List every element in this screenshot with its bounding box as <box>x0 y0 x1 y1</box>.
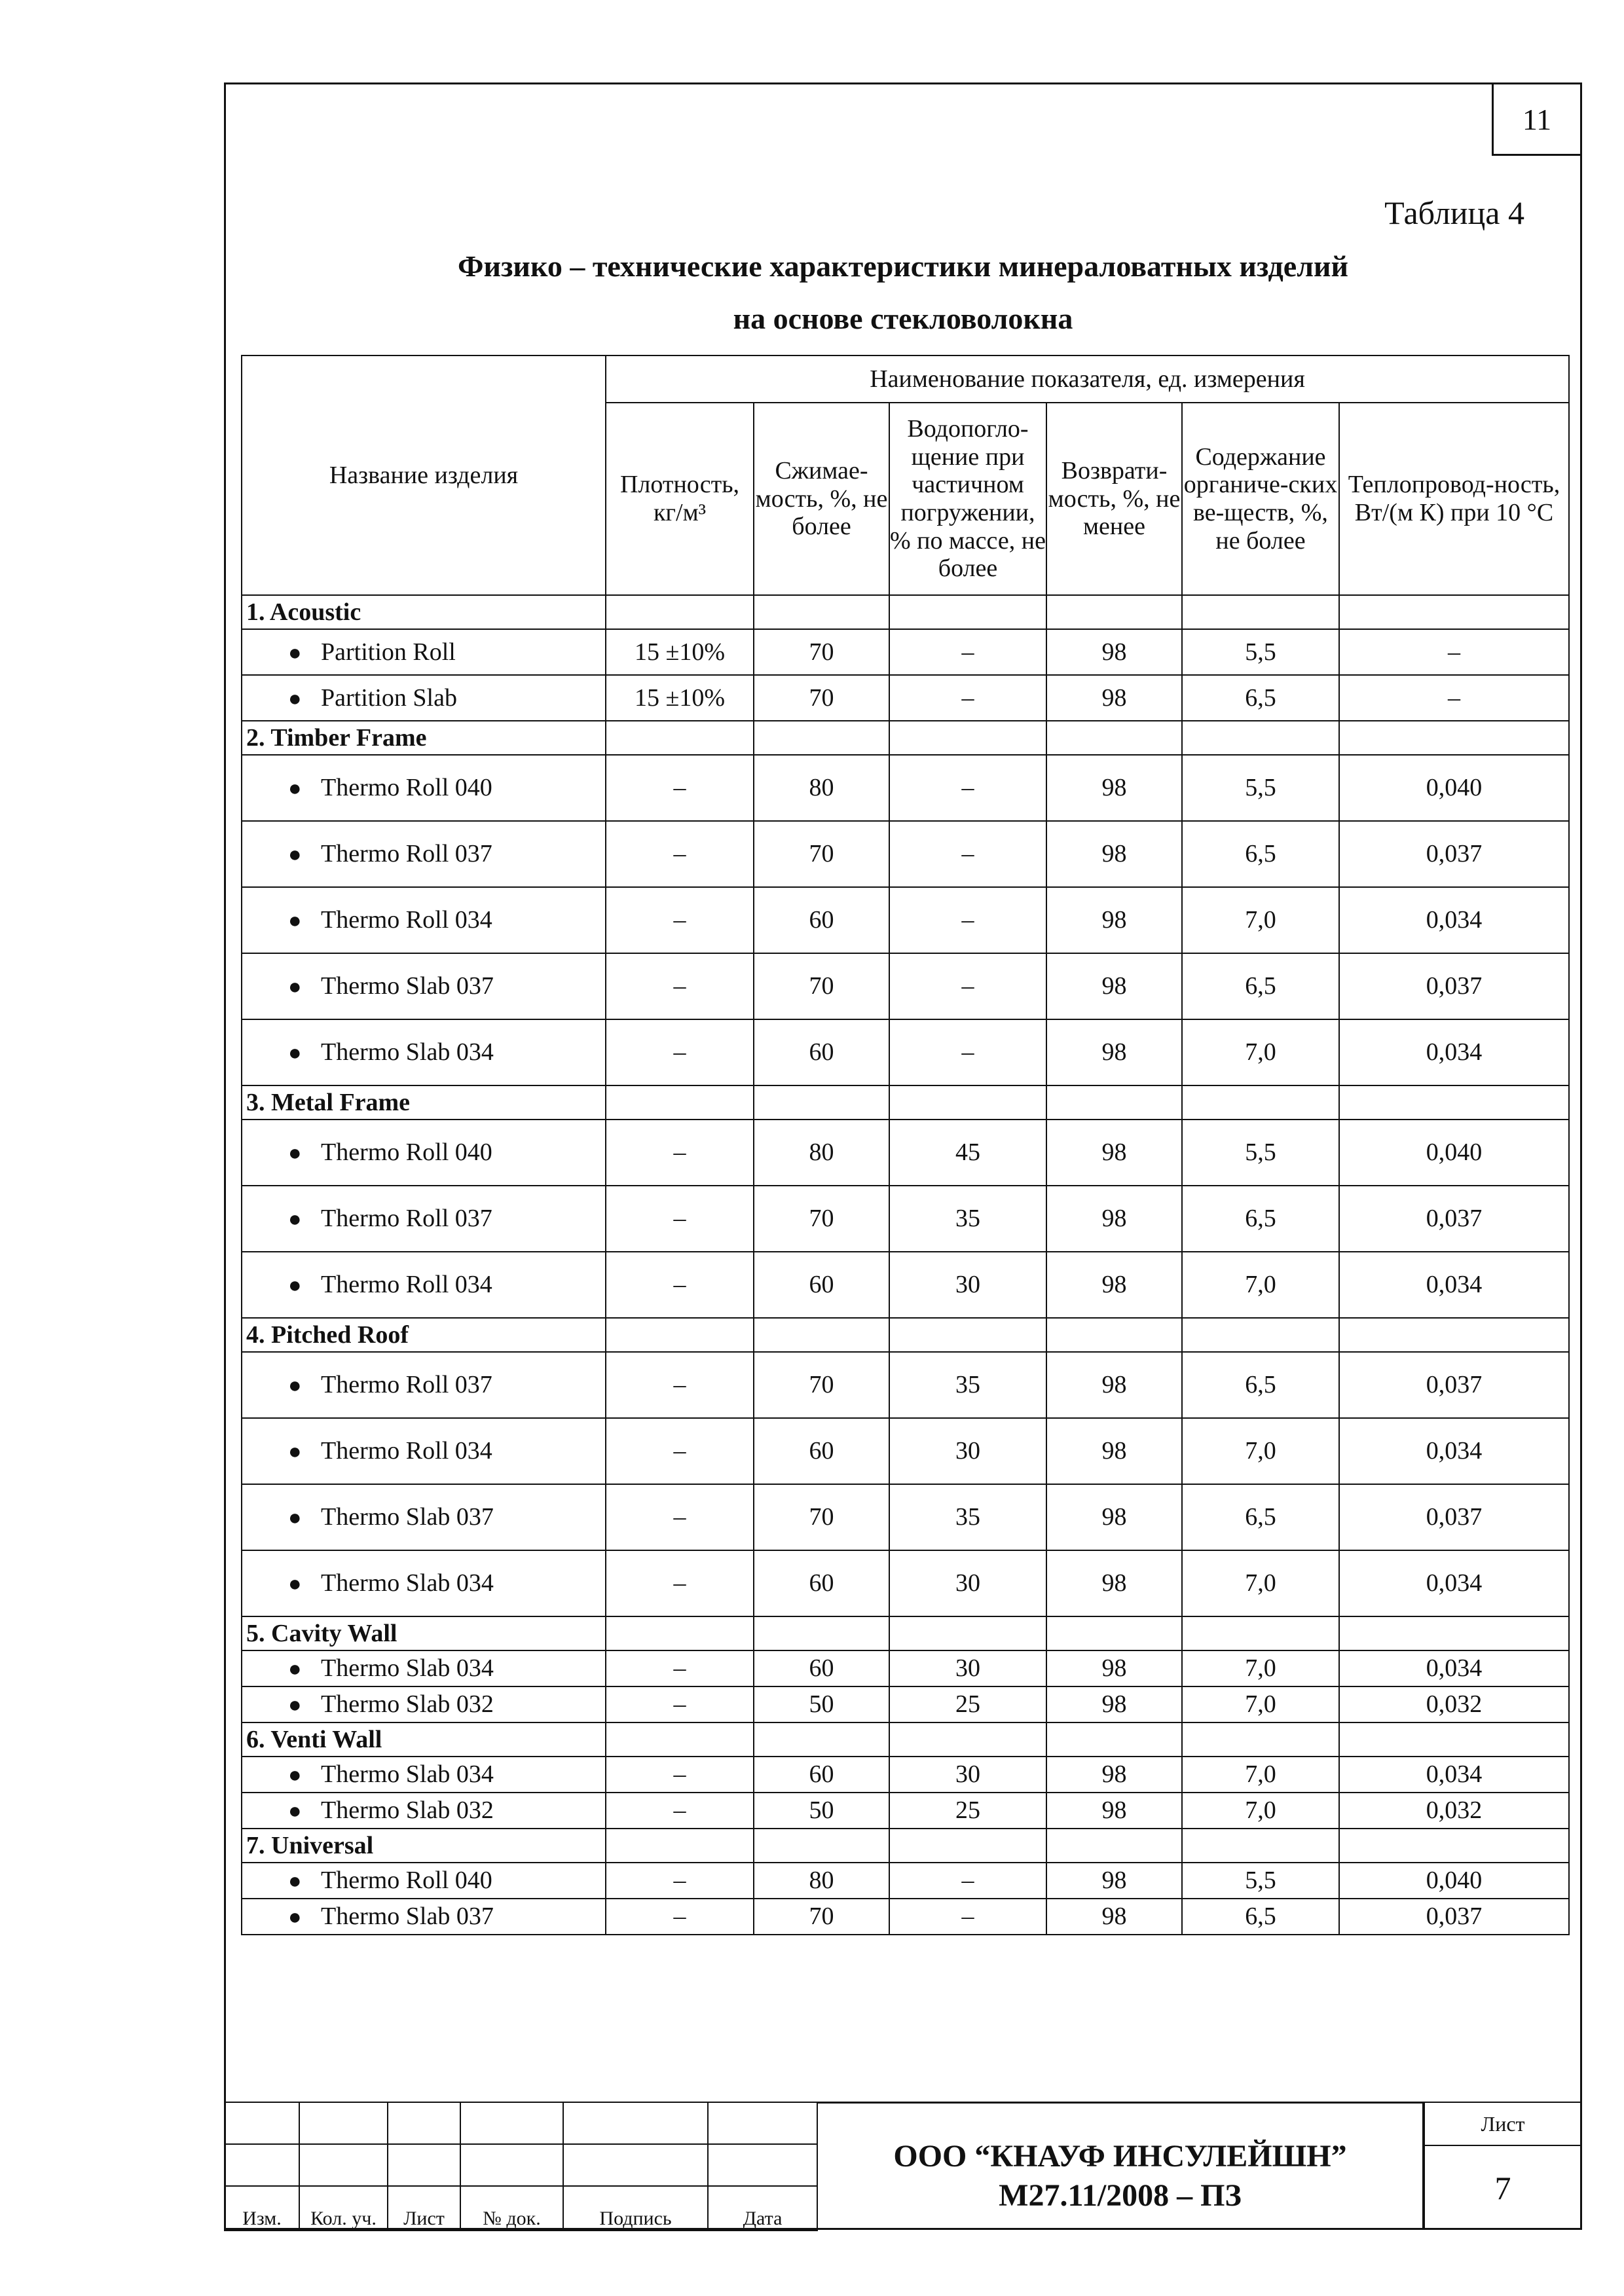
organic-content-cell: 7,0 <box>1182 1019 1339 1085</box>
bullet-icon: ● <box>288 686 302 711</box>
conductivity-cell: 0,034 <box>1339 1757 1569 1793</box>
empty-cell <box>1339 721 1569 755</box>
recovery-cell: 98 <box>1046 1352 1182 1418</box>
empty-cell <box>1046 1616 1182 1650</box>
table-row <box>242 1650 1569 1686</box>
product-name-cell <box>242 1186 606 1252</box>
empty-cell <box>1339 1318 1569 1352</box>
empty-cell <box>1339 1085 1569 1120</box>
empty-cell <box>754 1318 889 1352</box>
product-name-cell <box>242 1019 606 1085</box>
empty-cell <box>889 1616 1046 1650</box>
recovery-cell: 98 <box>1046 629 1182 675</box>
compressibility-cell: 70 <box>754 675 889 721</box>
product-name: Thermo Roll 034 <box>321 906 492 934</box>
header-product-name: Название изделия <box>242 355 606 595</box>
bullet-icon: ● <box>288 1763 302 1788</box>
bullet-icon: ● <box>288 1440 302 1465</box>
conductivity-cell: 0,032 <box>1339 1793 1569 1829</box>
conductivity-cell: 0,037 <box>1339 821 1569 887</box>
product-name-cell <box>242 629 606 675</box>
conductivity-cell: 0,037 <box>1339 1352 1569 1418</box>
stamp-column-label: Подпись <box>563 2186 708 2231</box>
recovery-cell: 98 <box>1046 1550 1182 1616</box>
empty-cell <box>606 1318 754 1352</box>
water-absorption-cell: 30 <box>889 1550 1046 1616</box>
empty-cell <box>1339 1616 1569 1650</box>
product-name-cell <box>242 1686 606 1722</box>
bullet-icon: ● <box>288 1374 302 1398</box>
conductivity-cell: 0,034 <box>1339 1418 1569 1484</box>
stamp-column-label: № док. <box>460 2186 563 2231</box>
density-cell: – <box>606 953 754 1019</box>
product-name: Thermo Slab 034 <box>321 1760 494 1789</box>
category-row <box>242 1722 1569 1757</box>
recovery-cell: 98 <box>1046 1186 1182 1252</box>
empty-cell <box>754 1616 889 1650</box>
product-name: Thermo Roll 037 <box>321 840 492 868</box>
product-name-cell <box>242 1899 606 1935</box>
bullet-icon: ● <box>288 1905 302 1930</box>
density-cell: – <box>606 1186 754 1252</box>
empty-cell <box>889 721 1046 755</box>
empty-cell <box>606 1616 754 1650</box>
product-name-cell <box>242 821 606 887</box>
water-absorption-cell: 30 <box>889 1418 1046 1484</box>
organic-content-cell: 5,5 <box>1182 755 1339 821</box>
bullet-icon: ● <box>288 1506 302 1531</box>
product-name-cell <box>242 755 606 821</box>
category-row <box>242 721 1569 755</box>
conductivity-cell: 0,040 <box>1339 755 1569 821</box>
density-cell: – <box>606 755 754 821</box>
density-cell: – <box>606 1550 754 1616</box>
product-name: Thermo Roll 040 <box>321 1867 492 1895</box>
category-name: 5. Cavity Wall <box>242 1616 606 1650</box>
category-name: 4. Pitched Roof <box>242 1318 606 1352</box>
recovery-cell: 98 <box>1046 953 1182 1019</box>
product-name-cell <box>242 1757 606 1793</box>
product-name-cell <box>242 675 606 721</box>
recovery-cell: 98 <box>1046 675 1182 721</box>
bullet-icon: ● <box>288 843 302 867</box>
header-compressibility: Сжимае-мость, %, не более <box>754 403 889 595</box>
water-absorption-cell: – <box>889 1899 1046 1935</box>
empty-cell <box>754 721 889 755</box>
product-name: Thermo Roll 037 <box>321 1205 492 1233</box>
water-absorption-cell: 25 <box>889 1686 1046 1722</box>
recovery-cell: 98 <box>1046 1899 1182 1935</box>
density-cell: – <box>606 1686 754 1722</box>
water-absorption-cell: 35 <box>889 1186 1046 1252</box>
compressibility-cell: 70 <box>754 821 889 887</box>
compressibility-cell: 70 <box>754 1899 889 1935</box>
header-water-absorption: Водопогло-щение при частичном погружении, % по массе, не более <box>889 403 1046 595</box>
bullet-icon: ● <box>288 1273 302 1298</box>
empty-cell <box>1182 1722 1339 1757</box>
table-row <box>242 1550 1569 1616</box>
empty-cell <box>889 1829 1046 1863</box>
recovery-cell: 98 <box>1046 1484 1182 1550</box>
revision-grid <box>224 2102 818 2231</box>
table-label: Таблица 4 <box>1384 194 1524 231</box>
bullet-icon: ● <box>288 1693 302 1718</box>
product-name: Partition Roll <box>321 638 456 666</box>
category-row <box>242 595 1569 629</box>
conductivity-cell: 0,034 <box>1339 1019 1569 1085</box>
bullet-icon: ● <box>288 1657 302 1682</box>
stamp-column-label: Изм. <box>225 2186 299 2231</box>
water-absorption-cell: – <box>889 755 1046 821</box>
category-row <box>242 1829 1569 1863</box>
product-name-cell <box>242 1252 606 1318</box>
compressibility-cell: 50 <box>754 1686 889 1722</box>
bullet-icon: ● <box>288 975 302 1000</box>
header-organic-content: Содержание органиче-ских ве-ществ, %, не более <box>1182 403 1339 595</box>
water-absorption-cell: – <box>889 953 1046 1019</box>
bullet-icon: ● <box>288 1869 302 1894</box>
density-cell: – <box>606 1418 754 1484</box>
compressibility-cell: 70 <box>754 1352 889 1418</box>
bullet-icon: ● <box>288 1799 302 1824</box>
document-code: М27.11/2008 – ПЗ <box>999 2178 1242 2213</box>
category-name: 3. Metal Frame <box>242 1085 606 1120</box>
water-absorption-cell: – <box>889 629 1046 675</box>
product-name: Partition Slab <box>321 683 457 712</box>
recovery-cell: 98 <box>1046 887 1182 953</box>
recovery-cell: 98 <box>1046 1686 1182 1722</box>
compressibility-cell: 70 <box>754 1186 889 1252</box>
product-name: Thermo Roll 034 <box>321 1437 492 1465</box>
product-name: Thermo Roll 034 <box>321 1271 492 1299</box>
empty-cell <box>606 1085 754 1120</box>
conductivity-cell: 0,037 <box>1339 1484 1569 1550</box>
stamp-column-label: Дата <box>708 2186 817 2231</box>
sheet-number: 7 <box>1494 2170 1511 2206</box>
organic-content-cell: 6,5 <box>1182 1352 1339 1418</box>
table-row <box>242 1899 1569 1935</box>
category-name: 7. Universal <box>242 1829 606 1863</box>
recovery-cell: 98 <box>1046 755 1182 821</box>
product-name-cell <box>242 1650 606 1686</box>
density-cell: – <box>606 821 754 887</box>
water-absorption-cell: 25 <box>889 1793 1046 1829</box>
table-row <box>242 1686 1569 1722</box>
empty-cell <box>754 595 889 629</box>
recovery-cell: 98 <box>1046 1793 1182 1829</box>
bullet-icon: ● <box>288 1041 302 1066</box>
empty-cell <box>1046 1085 1182 1120</box>
recovery-cell: 98 <box>1046 1757 1182 1793</box>
empty-cell <box>1046 1722 1182 1757</box>
empty-cell <box>606 721 754 755</box>
recovery-cell: 98 <box>1046 1019 1182 1085</box>
compressibility-cell: 60 <box>754 1252 889 1318</box>
product-name: Thermo Roll 040 <box>321 774 492 802</box>
category-row <box>242 1085 1569 1120</box>
empty-cell <box>606 595 754 629</box>
compressibility-cell: 60 <box>754 1550 889 1616</box>
organic-content-cell: 5,5 <box>1182 1863 1339 1899</box>
conductivity-cell: 0,032 <box>1339 1686 1569 1722</box>
water-absorption-cell: 35 <box>889 1352 1046 1418</box>
bullet-icon: ● <box>288 1572 302 1597</box>
conductivity-cell: 0,037 <box>1339 1899 1569 1935</box>
density-cell: – <box>606 1019 754 1085</box>
table-row <box>242 1418 1569 1484</box>
stamp-column-label: Кол. уч. <box>299 2186 388 2231</box>
recovery-cell: 98 <box>1046 1252 1182 1318</box>
conductivity-cell: 0,037 <box>1339 953 1569 1019</box>
organic-content-cell: 6,5 <box>1182 1186 1339 1252</box>
compressibility-cell: 80 <box>754 755 889 821</box>
empty-cell <box>889 1318 1046 1352</box>
empty-cell <box>1046 1829 1182 1863</box>
product-name: Thermo Slab 034 <box>321 1654 494 1683</box>
product-name-cell <box>242 1120 606 1186</box>
product-name: Thermo Slab 032 <box>321 1690 494 1719</box>
company-name: ООО “КНАУФ ИНСУЛЕЙШН” <box>893 2138 1347 2174</box>
table-row <box>242 887 1569 953</box>
table-row <box>242 629 1569 675</box>
table-row <box>242 1352 1569 1418</box>
density-cell: – <box>606 1863 754 1899</box>
organic-content-cell: 5,5 <box>1182 1120 1339 1186</box>
bullet-icon: ● <box>288 640 302 665</box>
organic-content-cell: 6,5 <box>1182 1899 1339 1935</box>
table-row <box>242 1019 1569 1085</box>
table-row <box>242 953 1569 1019</box>
empty-cell <box>1182 595 1339 629</box>
empty-cell <box>1182 721 1339 755</box>
table-row <box>242 1252 1569 1318</box>
table-row <box>242 821 1569 887</box>
water-absorption-cell: – <box>889 821 1046 887</box>
table-row <box>242 1757 1569 1793</box>
stamp-company-block <box>817 2102 1424 2230</box>
recovery-cell: 98 <box>1046 1863 1182 1899</box>
product-name: Thermo Slab 037 <box>321 1903 494 1931</box>
conductivity-cell: 0,037 <box>1339 1186 1569 1252</box>
empty-cell <box>1182 1616 1339 1650</box>
organic-content-cell: 7,0 <box>1182 1757 1339 1793</box>
organic-content-cell: 7,0 <box>1182 1252 1339 1318</box>
empty-cell <box>889 595 1046 629</box>
product-name: Thermo Slab 037 <box>321 972 494 1000</box>
category-row <box>242 1616 1569 1650</box>
empty-cell <box>1182 1085 1339 1120</box>
conductivity-cell: 0,034 <box>1339 887 1569 953</box>
product-name-cell <box>242 1418 606 1484</box>
water-absorption-cell: – <box>889 1019 1046 1085</box>
product-name: Thermo Slab 037 <box>321 1503 494 1531</box>
table-row <box>242 1484 1569 1550</box>
product-name-cell <box>242 1793 606 1829</box>
product-name: Thermo Slab 032 <box>321 1796 494 1825</box>
density-cell: – <box>606 1757 754 1793</box>
density-cell: 15 ±10% <box>606 675 754 721</box>
recovery-cell: 98 <box>1046 821 1182 887</box>
empty-cell <box>1339 595 1569 629</box>
bullet-icon: ● <box>288 1141 302 1166</box>
conductivity-cell: 0,034 <box>1339 1550 1569 1616</box>
compressibility-cell: 60 <box>754 1418 889 1484</box>
table-row <box>242 675 1569 721</box>
empty-cell <box>1182 1829 1339 1863</box>
title-block <box>224 2102 1582 2230</box>
organic-content-cell: 6,5 <box>1182 953 1339 1019</box>
empty-cell <box>1339 1722 1569 1757</box>
organic-content-cell: 5,5 <box>1182 629 1339 675</box>
conductivity-cell: – <box>1339 629 1569 675</box>
water-absorption-cell: – <box>889 887 1046 953</box>
bullet-icon: ● <box>288 1207 302 1232</box>
product-name-cell <box>242 1484 606 1550</box>
header-density: Плотность, кг/м³ <box>606 403 754 595</box>
compressibility-cell: 80 <box>754 1863 889 1899</box>
compressibility-cell: 80 <box>754 1120 889 1186</box>
product-name: Thermo Slab 034 <box>321 1569 494 1597</box>
conductivity-cell: 0,040 <box>1339 1120 1569 1186</box>
category-name: 2. Timber Frame <box>242 721 606 755</box>
product-name-cell <box>242 953 606 1019</box>
water-absorption-cell: 30 <box>889 1650 1046 1686</box>
compressibility-cell: 60 <box>754 1650 889 1686</box>
conductivity-cell: 0,034 <box>1339 1650 1569 1686</box>
water-absorption-cell: – <box>889 675 1046 721</box>
organic-content-cell: 6,5 <box>1182 675 1339 721</box>
empty-cell <box>1046 721 1182 755</box>
stamp-column-label: Лист <box>388 2186 460 2231</box>
product-name: Thermo Roll 040 <box>321 1139 492 1167</box>
organic-content-cell: 6,5 <box>1182 1484 1339 1550</box>
density-cell: – <box>606 1650 754 1686</box>
category-name: 6. Venti Wall <box>242 1722 606 1757</box>
water-absorption-cell: 35 <box>889 1484 1046 1550</box>
table-row <box>242 1120 1569 1186</box>
document-subtitle: на основе стекловолокна <box>733 302 1073 335</box>
empty-cell <box>889 1085 1046 1120</box>
category-row <box>242 1318 1569 1352</box>
water-absorption-cell: 45 <box>889 1120 1046 1186</box>
bullet-icon: ● <box>288 909 302 934</box>
empty-cell <box>889 1722 1046 1757</box>
organic-content-cell: 7,0 <box>1182 1793 1339 1829</box>
empty-cell <box>754 1829 889 1863</box>
header-recovery: Возврати-мость, %, не менее <box>1046 403 1182 595</box>
product-name: Thermo Roll 037 <box>321 1371 492 1399</box>
empty-cell <box>1046 1318 1182 1352</box>
empty-cell <box>1182 1318 1339 1352</box>
density-cell: – <box>606 887 754 953</box>
compressibility-cell: 60 <box>754 1757 889 1793</box>
table-row <box>242 755 1569 821</box>
table-row <box>242 1793 1569 1829</box>
conductivity-cell: 0,034 <box>1339 1252 1569 1318</box>
compressibility-cell: 70 <box>754 629 889 675</box>
compressibility-cell: 60 <box>754 887 889 953</box>
water-absorption-cell: 30 <box>889 1252 1046 1318</box>
product-name-cell <box>242 887 606 953</box>
product-name-cell <box>242 1352 606 1418</box>
density-cell: – <box>606 1352 754 1418</box>
recovery-cell: 98 <box>1046 1120 1182 1186</box>
organic-content-cell: 6,5 <box>1182 821 1339 887</box>
organic-content-cell: 7,0 <box>1182 1686 1339 1722</box>
header-thermal-conductivity: Теплопровод-ность, Вт/(м К) при 10 °С <box>1339 403 1569 595</box>
page-number: 11 <box>1492 82 1582 156</box>
compressibility-cell: 70 <box>754 953 889 1019</box>
table-row <box>242 1186 1569 1252</box>
empty-cell <box>606 1722 754 1757</box>
organic-content-cell: 7,0 <box>1182 1650 1339 1686</box>
compressibility-cell: 60 <box>754 1019 889 1085</box>
recovery-cell: 98 <box>1046 1418 1182 1484</box>
bullet-icon: ● <box>288 776 302 801</box>
category-name: 1. Acoustic <box>242 595 606 629</box>
organic-content-cell: 7,0 <box>1182 887 1339 953</box>
density-cell: – <box>606 1484 754 1550</box>
compressibility-cell: 50 <box>754 1793 889 1829</box>
conductivity-cell: 0,040 <box>1339 1863 1569 1899</box>
density-cell: – <box>606 1120 754 1186</box>
density-cell: – <box>606 1793 754 1829</box>
empty-cell <box>1046 595 1182 629</box>
water-absorption-cell: 30 <box>889 1757 1046 1793</box>
organic-content-cell: 7,0 <box>1182 1550 1339 1616</box>
sheet-block <box>1424 2102 1582 2230</box>
product-name-cell <box>242 1550 606 1616</box>
empty-cell <box>606 1829 754 1863</box>
recovery-cell: 98 <box>1046 1650 1182 1686</box>
header-indicator-group: Наименование показателя, ед. измерения <box>606 355 1569 403</box>
density-cell: – <box>606 1252 754 1318</box>
empty-cell <box>1339 1829 1569 1863</box>
compressibility-cell: 70 <box>754 1484 889 1550</box>
characteristics-table <box>241 355 1570 1935</box>
table-row <box>242 1863 1569 1899</box>
document-title: Физико – технические характеристики минераловатных изделий <box>457 249 1349 283</box>
product-name-cell <box>242 1863 606 1899</box>
sheet-label: Лист <box>1425 2103 1581 2146</box>
empty-cell <box>754 1722 889 1757</box>
density-cell: 15 ±10% <box>606 629 754 675</box>
organic-content-cell: 7,0 <box>1182 1418 1339 1484</box>
conductivity-cell: – <box>1339 675 1569 721</box>
water-absorption-cell: – <box>889 1863 1046 1899</box>
product-name: Thermo Slab 034 <box>321 1038 494 1066</box>
density-cell: – <box>606 1899 754 1935</box>
empty-cell <box>754 1085 889 1120</box>
